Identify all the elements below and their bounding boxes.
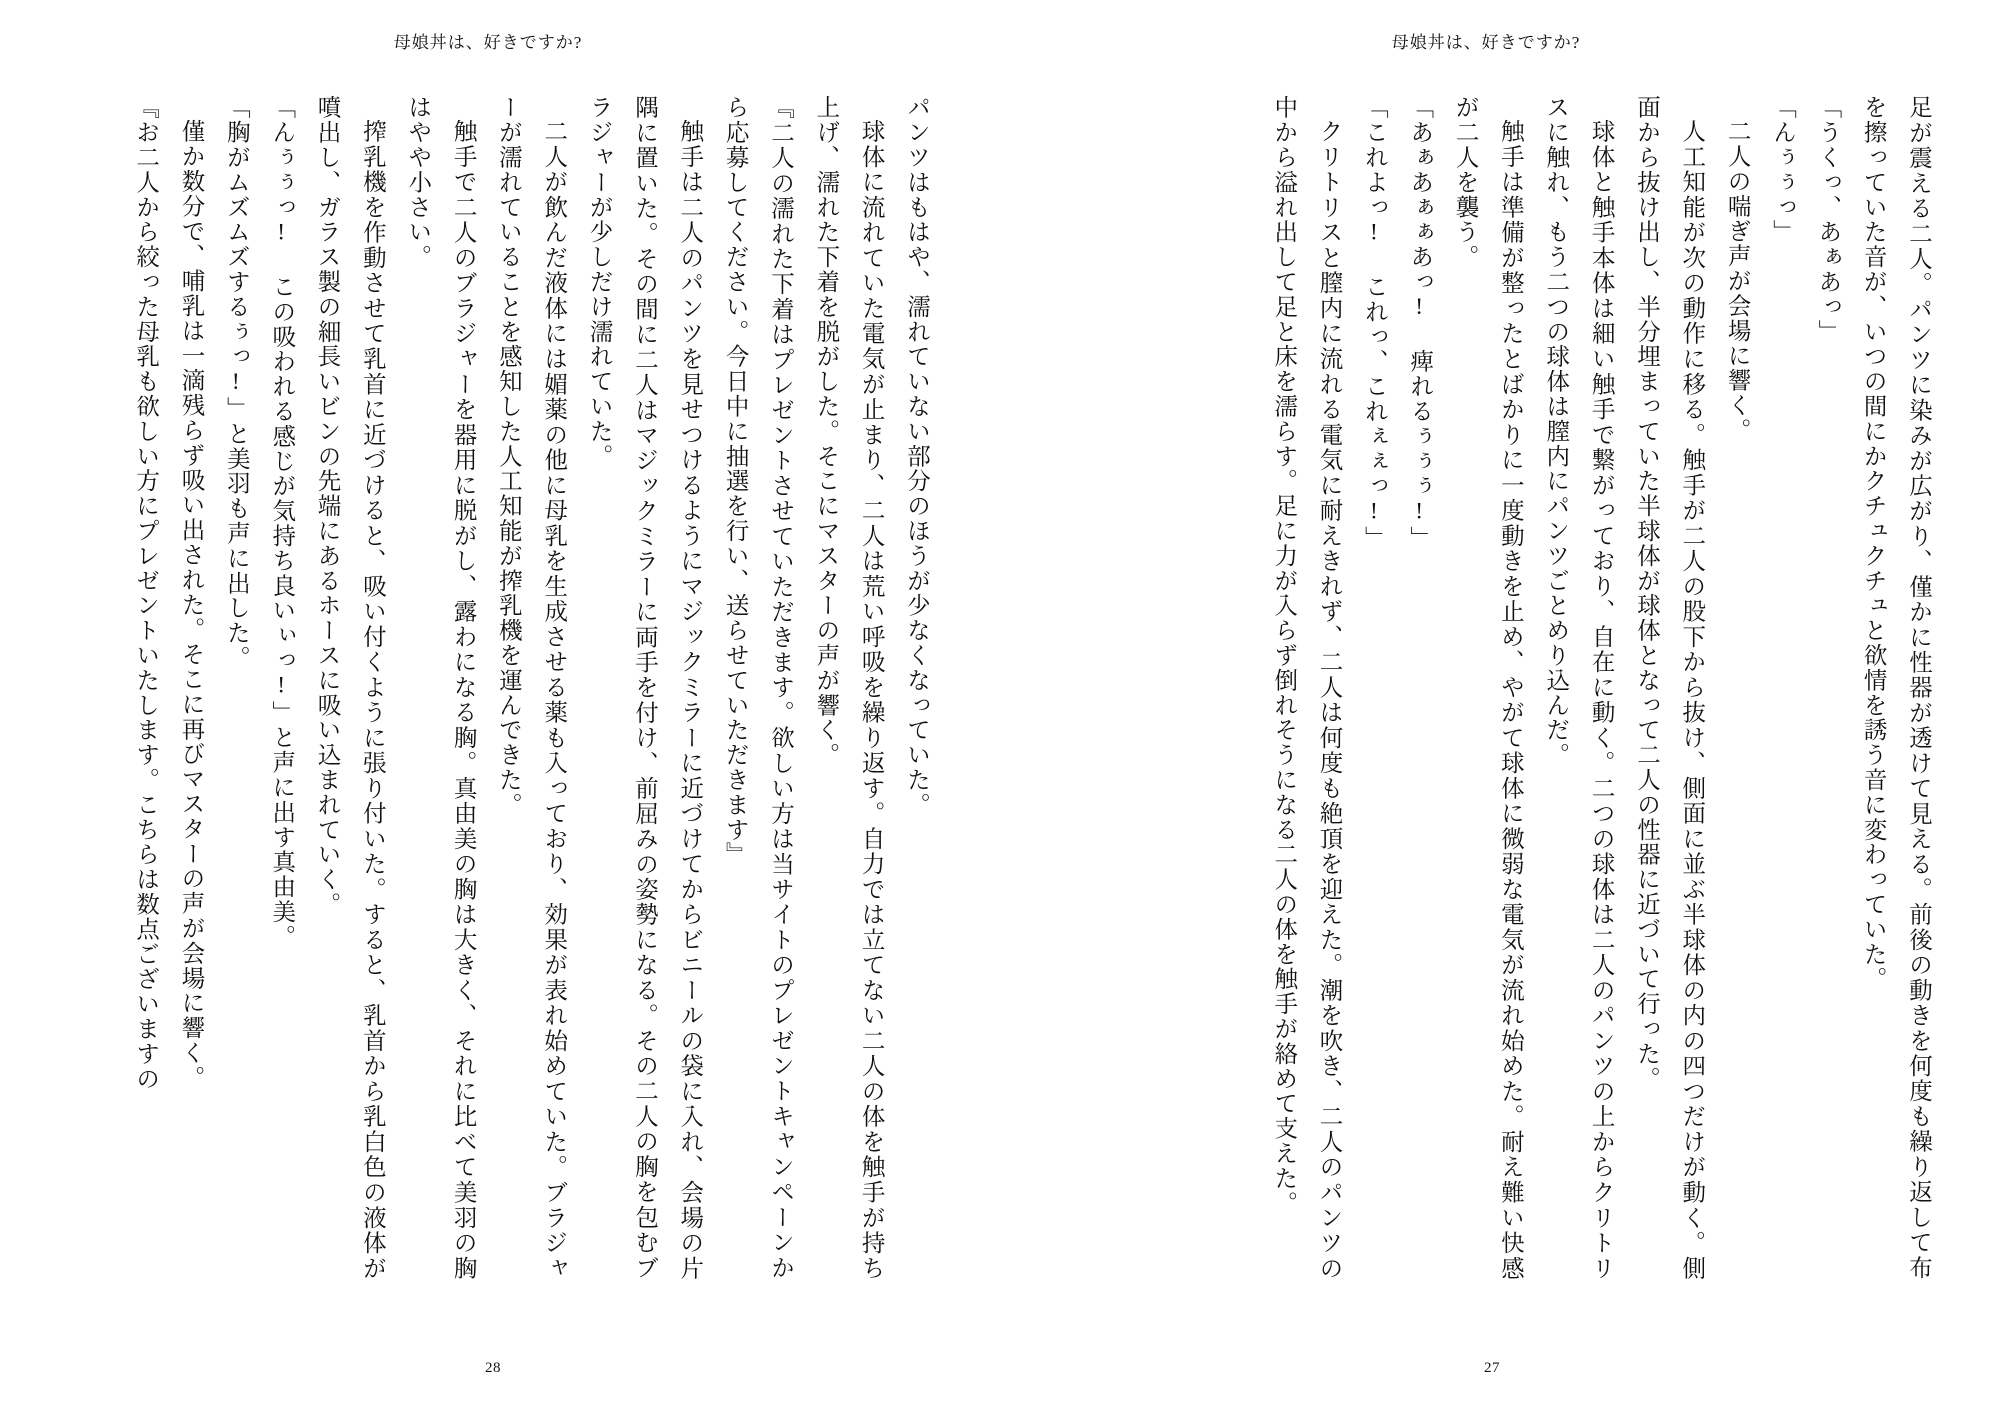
paragraph: クリトリスと膣内に流れる電気に耐えきれず、二人は何度も絶頂を迎えた。潮を吹き、二人のパンツの中から溢れ出して足と床を濡らす。足に力が入らず倒れそうになる二人の体を触手が絡めて支えた。 [1270, 95, 1342, 1280]
page-number-left: 28 [485, 1360, 501, 1376]
paragraph: 球体に流れていた電気が止まり、二人は荒い呼吸を繰り返す。自力では立てない二人の体を触手が持ち上げ、濡れた下着を脱がした。そこにマスターの声が響く。 [812, 95, 884, 1280]
paragraph: 搾乳機を作動させて乳首に近づけると、吸い付くように張り付いた。すると、乳首から乳白色の液体が噴出し、ガラス製の細長いビンの先端にあるホースに吸い込まれていく。 [313, 95, 385, 1280]
paragraph: 触手は準備が整ったとばかりに一度動きを止め、やがて球体に微弱な電気が流れ始めた。耐え難い快感が二人を襲う。 [1451, 95, 1523, 1280]
page-number-right: 27 [1484, 1360, 1500, 1376]
paragraph: 球体と触手本体は細い触手で繋がっており、自在に動く。二つの球体は二人のパンツの上からクリトリスに触れ、もう二つの球体は膣内にパンツごとめり込んだ。 [1542, 95, 1614, 1280]
paragraph: 『二人の濡れた下着はプレゼントさせていただきます。欲しい方は当サイトのプレゼントキャンペーンから応募してください。今日中に抽選を行い、送らせていただきます』 [721, 95, 793, 1280]
page-right [1000, 0, 2000, 1415]
paragraph: 触手で二人のブラジャーを器用に脱がし、露わになる胸。真由美の胸は大きく、それに比べて美羽の胸はやや小さい。 [404, 95, 476, 1280]
paragraph: 足が震える二人。パンツに染みが広がり、僅かに性器が透けて見える。前後の動きを何度も繰り返して布を擦っていた音が、いつの間にかクチュクチュと欲情を誘う音に変わっていた。 [1859, 95, 1931, 1280]
paragraph: 僅か数分で、哺乳は一滴残らず吸い出された。そこに再びマスターの声が会場に響く。 [177, 118, 204, 1090]
paragraph: パンツはもはや、濡れていない部分のほうが少なくなっていた。 [903, 95, 929, 818]
paragraph: 二人が飲んだ液体には媚薬の他に母乳を生成させる薬も入っており、効果が表れ始めていた。ブラジャーが濡れていることを感知した人工知能が搾乳機を運んできた。 [494, 95, 567, 1280]
paragraph: 「んぅぅっ! この吸われる感じが気持ち良いぃっ!」と声に出す真由美。 [268, 95, 295, 950]
paragraph: 『お二人から絞った母乳も欲しい方にプレゼントいたします。こちらは数点ございますの [132, 95, 159, 1091]
paragraph: 「うくっ、あぁあっ」 [1814, 95, 1841, 344]
running-head-right: 母娘丼は、好きですか? [1391, 33, 1581, 52]
paragraph: 二人の喘ぎ声が会場に響く。 [1723, 118, 1750, 443]
paragraph: 触手は二人のパンツを見せつけるようにマジックミラーに近づけてからビニールの袋に入れ、会場の片隅に置いた。その間に二人はマジックミラーに両手を付け、前屈みの姿勢になる。その二人の胸を包むブラジャーが少しだけ濡れていた。 [585, 95, 703, 1280]
text-block-left [60, 95, 938, 1280]
paragraph: 「んぅぅっ」 [1768, 95, 1795, 245]
paragraph: 「これよっ! これっ、これぇぇっ!」 [1360, 95, 1387, 551]
paragraph: 人工知能が次の動作に移る。触手が二人の股下から抜け、側面に並ぶ半球体の内の四つだけが動く。側面から抜け出し、半分埋まっていた半球体が球体となって二人の性器に近づいて行った。 [1632, 95, 1705, 1280]
paragraph: 「あぁあぁぁあっ! 痺れるぅぅぅ!」 [1406, 95, 1433, 551]
paragraph: 「胸がムズムズするぅっ!」と美羽も声に出した。 [222, 95, 249, 671]
running-head-left: 母娘丼は、好きですか? [393, 33, 583, 52]
text-block-right [1062, 95, 1940, 1280]
